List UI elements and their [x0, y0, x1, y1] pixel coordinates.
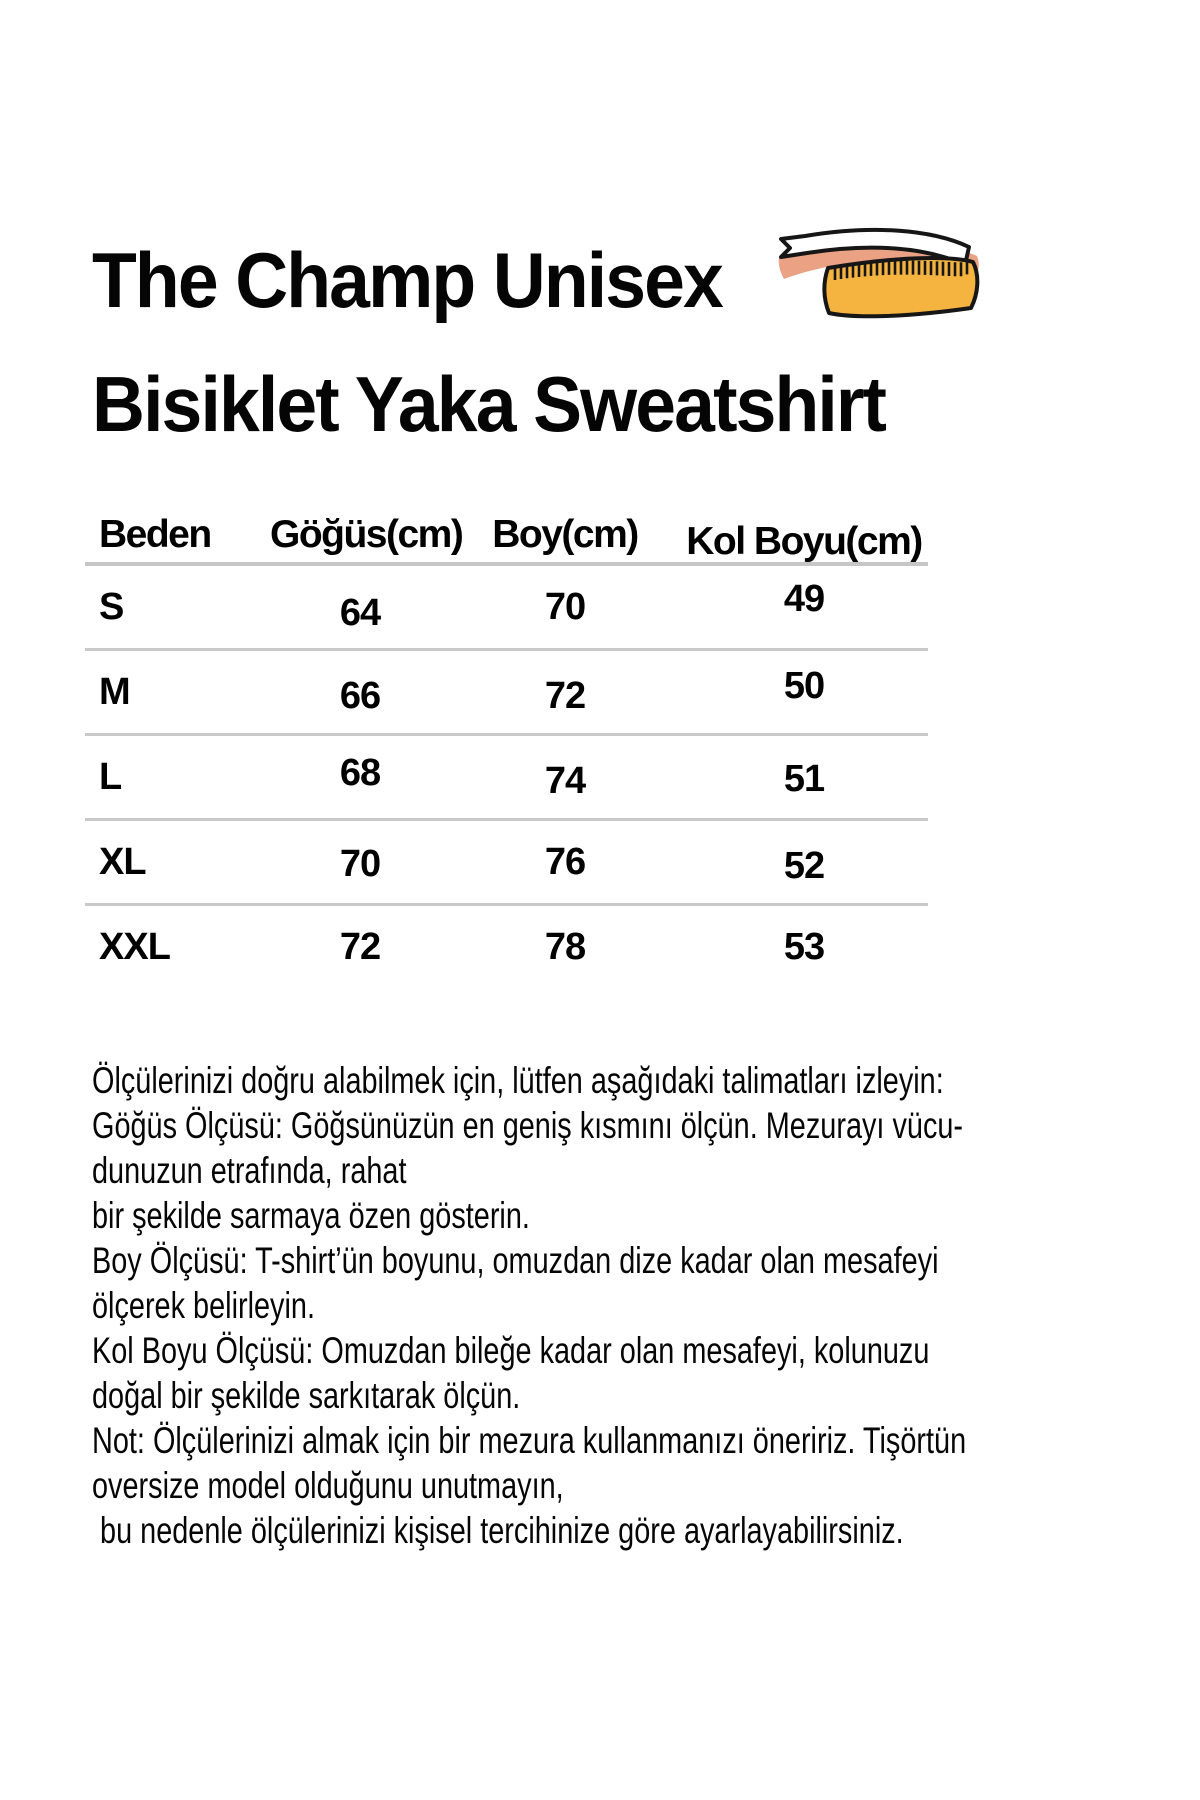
instruction-line: Kol Boyu Ölçüsü: Omuzdan bileğe kadar olan mesafeyi, kolunuzu	[92, 1330, 930, 1371]
cell-size: L	[99, 755, 122, 798]
header-kol-boyu-cm: Kol Boyu(cm)	[686, 520, 922, 563]
cell-size: XXL	[99, 925, 170, 968]
header-beden: Beden	[99, 513, 211, 556]
cell-sleeve: 49	[783, 577, 825, 620]
instruction-line: Not: Ölçülerinizi almak için bir mezura kullanmanızı öneririz. Tişörtün	[92, 1420, 967, 1461]
header-gogus-cm: Göğüs(cm)	[270, 513, 463, 556]
size-table	[85, 505, 928, 988]
cell-sleeve: 52	[783, 844, 825, 887]
table-row-xl	[85, 821, 928, 906]
measuring-tape-icon	[770, 218, 992, 322]
cell-sleeve: 51	[783, 757, 825, 800]
cell-sleeve: 53	[783, 925, 825, 968]
cell-size: M	[99, 670, 130, 713]
cell-length: 76	[544, 840, 586, 883]
header-boy-cm: Boy(cm)	[492, 513, 638, 556]
cell-chest: 64	[339, 591, 381, 634]
cell-length: 70	[544, 585, 586, 628]
instruction-line: bir şekilde sarmaya özen gösterin.	[92, 1195, 530, 1236]
instruction-line: bu nedenle ölçülerinizi kişisel tercihinize göre ayarlayabilirsiniz.	[92, 1510, 904, 1551]
table-row-xxl	[85, 906, 928, 988]
table-row-m	[85, 651, 928, 736]
cell-length: 74	[544, 759, 586, 802]
product-title-line-1: The Champ Unisex	[92, 236, 722, 324]
table-row-s	[85, 566, 928, 651]
cell-size: XL	[99, 840, 146, 883]
product-title-line-2: Bisiklet Yaka Sweatshirt	[92, 360, 886, 448]
instruction-line: doğal bir şekilde sarkıtarak ölçün.	[92, 1375, 521, 1416]
instruction-line: Göğüs Ölçüsü: Göğsünüzün en geniş kısmını ölçün. Mezurayı vücu-	[92, 1105, 964, 1146]
cell-length: 78	[544, 925, 586, 968]
cell-size: S	[99, 585, 124, 628]
cell-length: 72	[544, 674, 586, 717]
cell-chest: 68	[339, 751, 381, 794]
size-table-header-row	[85, 505, 928, 566]
instruction-line: dunuzun etrafında, rahat	[92, 1150, 407, 1191]
measurement-instructions	[92, 1058, 1184, 1553]
cell-chest: 66	[339, 674, 381, 717]
instruction-line: Ölçülerinizi doğru alabilmek için, lütfen aşağıdaki talimatları izleyin:	[92, 1060, 944, 1101]
cell-sleeve: 50	[783, 664, 825, 707]
instruction-line: ölçerek belirleyin.	[92, 1285, 315, 1326]
cell-chest: 70	[339, 842, 381, 885]
instruction-line: oversize model olduğunu unutmayın,	[92, 1465, 564, 1506]
cell-chest: 72	[339, 925, 381, 968]
product-title	[92, 200, 885, 484]
table-row-l	[85, 736, 928, 821]
instruction-line: Boy Ölçüsü: T-shirt’ün boyunu, omuzdan dize kadar olan mesafeyi	[92, 1240, 939, 1281]
